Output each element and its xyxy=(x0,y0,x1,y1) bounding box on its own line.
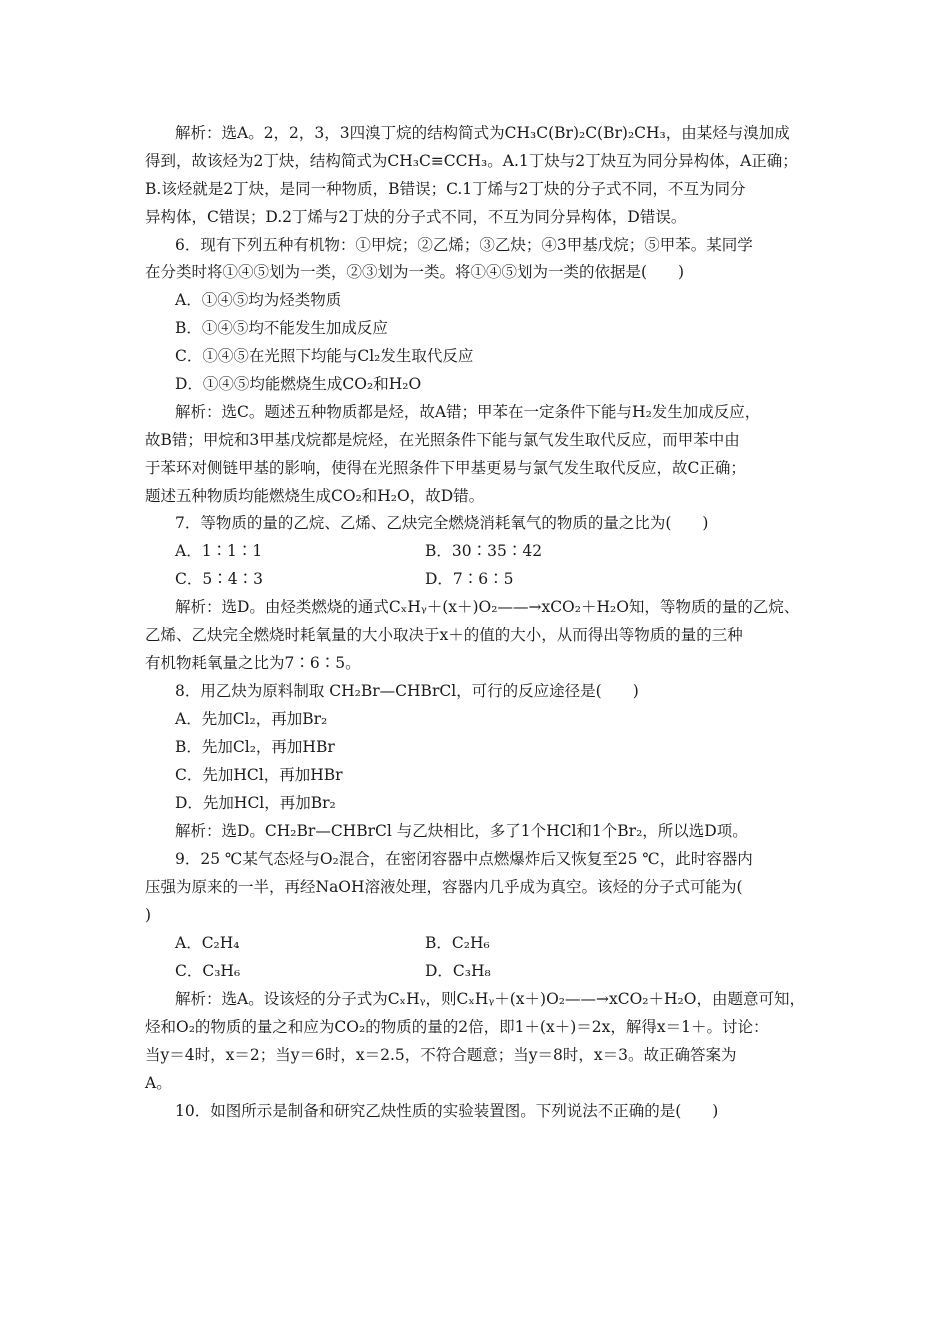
q5-analysis-line: 解析：选A。2，2，3，3四溴丁烷的结构简式为CH₃C(Br)₂C(Br)₂CH₃，由某烃与溴加成 xyxy=(175,124,790,142)
q9-stem-line: 9．25 ℃某气态烃与O₂混合，在密闭容器中点燃爆炸后又恢复至25 ℃，此时容器内 xyxy=(175,850,753,868)
q8-option-b: B．先加Cl₂，再加HBr xyxy=(175,738,335,756)
q7-stem: 7．等物质的量的乙烷、乙烯、乙炔完全燃烧消耗氧气的物质的量之比为( ) xyxy=(175,514,709,532)
q6-analysis-line: 解析：选C。题述五种物质都是烃，故A错；甲苯在一定条件下能与H₂发生加成反应， xyxy=(175,403,761,421)
q9-stem-line: ) xyxy=(145,906,152,924)
q9-analysis-line: 当y＝4时，x＝2；当y＝6时，x＝2.5，不符合题意；当y＝8时，x＝3。故正确答案为 xyxy=(145,1046,737,1064)
q9-option-b: B．C₂H₆ xyxy=(425,934,490,952)
q7-analysis-line: 乙烯、乙炔完全燃烧时耗氧量的大小取决于x＋的值的大小，从而得出等物质的量的三种 xyxy=(145,626,743,644)
q5-analysis-line: 得到，故该烃为2丁炔，结构简式为CH₃C≡CCH₃。A.1丁炔与2丁炔互为同分异构体，A正确； xyxy=(145,152,798,170)
q7-option-a: A．1∶1∶1 xyxy=(175,542,263,560)
q6-analysis-line: 故B错；甲烷和3甲基戊烷都是烷烃，在光照条件下能与氯气发生取代反应，而甲苯中由 xyxy=(145,431,740,449)
q8-analysis: 解析：选D。CH₂Br—CHBrCl 与乙炔相比，多了1个HCl和1个Br₂，所以选D项。 xyxy=(175,822,748,840)
q8-option-c: C．先加HCl，再加HBr xyxy=(175,766,343,784)
q7-analysis-line: 解析：选D。由烃类燃烧的通式CₓHᵧ＋(x＋)O₂——→xCO₂＋H₂O知，等物质的量的乙烷、 xyxy=(175,598,800,616)
q8-option-a: A．先加Cl₂，再加Br₂ xyxy=(175,710,328,728)
q7-analysis-line: 有机物耗氧量之比为7∶6∶5。 xyxy=(145,654,361,672)
q9-option-c: C．C₃H₆ xyxy=(175,962,241,980)
q6-option-b: B．①④⑤均不能发生加成反应 xyxy=(175,319,388,337)
q6-option-c: C．①④⑤在光照下均能与Cl₂发生取代反应 xyxy=(175,347,474,365)
q9-stem-line: 压强为原来的一半，再经NaOH溶液处理，容器内几乎成为真空。该烃的分子式可能为( xyxy=(145,878,743,896)
q9-analysis-line: A。 xyxy=(145,1074,172,1092)
q9-analysis-line: 烃和O₂的物质的量之和应为CO₂的物质的量的2倍，即1＋(x＋)＝2x，解得x＝1＋。讨论： xyxy=(145,1018,769,1036)
q6-option-d: D．①④⑤均能燃烧生成CO₂和H₂O xyxy=(175,375,422,393)
q6-stem-line: 在分类时将①④⑤划为一类，②③划为一类。将①④⑤划为一类的依据是( ) xyxy=(145,263,685,281)
q9-option-a: A．C₂H₄ xyxy=(175,934,240,952)
q6-stem-line: 6．现有下列五种有机物：①甲烷；②乙烯；③乙炔；④3甲基戊烷；⑤甲苯。某同学 xyxy=(175,236,753,254)
q7-option-b: B．30∶35∶42 xyxy=(425,542,543,560)
q6-option-a: A．①④⑤均为烃类物质 xyxy=(175,291,342,309)
q5-analysis-line: 异构体，C错误；D.2丁烯与2丁炔的分子式不同，不互为同分异构体，D错误。 xyxy=(145,208,687,226)
q7-option-c: C．5∶4∶3 xyxy=(175,570,263,588)
q8-stem: 8．用乙炔为原料制取 CH₂Br—CHBrCl，可行的反应途径是( ) xyxy=(175,682,639,700)
q9-option-d: D．C₃H₈ xyxy=(425,962,491,980)
q7-option-d: D．7∶6∶5 xyxy=(425,570,514,588)
q9-analysis-line: 解析：选A。设该烃的分子式为CₓHᵧ，则CₓHᵧ＋(x＋)O₂——→xCO₂＋H₂O，由题意可知， xyxy=(175,990,805,1008)
q10-stem: 10．如图所示是制备和研究乙炔性质的实验装置图。下列说法不正确的是( ) xyxy=(175,1102,719,1120)
q5-analysis-line: B.该烃就是2丁炔，是同一种物质，B错误；C.1丁烯与2丁炔的分子式不同，不互为同分 xyxy=(145,180,746,198)
q6-analysis-line: 于苯环对侧链甲基的影响，使得在光照条件下甲基更易与氯气发生取代反应，故C正确； xyxy=(145,459,746,477)
q6-analysis-line: 题述五种物质均能燃烧生成CO₂和H₂O，故D错。 xyxy=(145,487,485,505)
q8-option-d: D．先加HCl，再加Br₂ xyxy=(175,794,336,812)
